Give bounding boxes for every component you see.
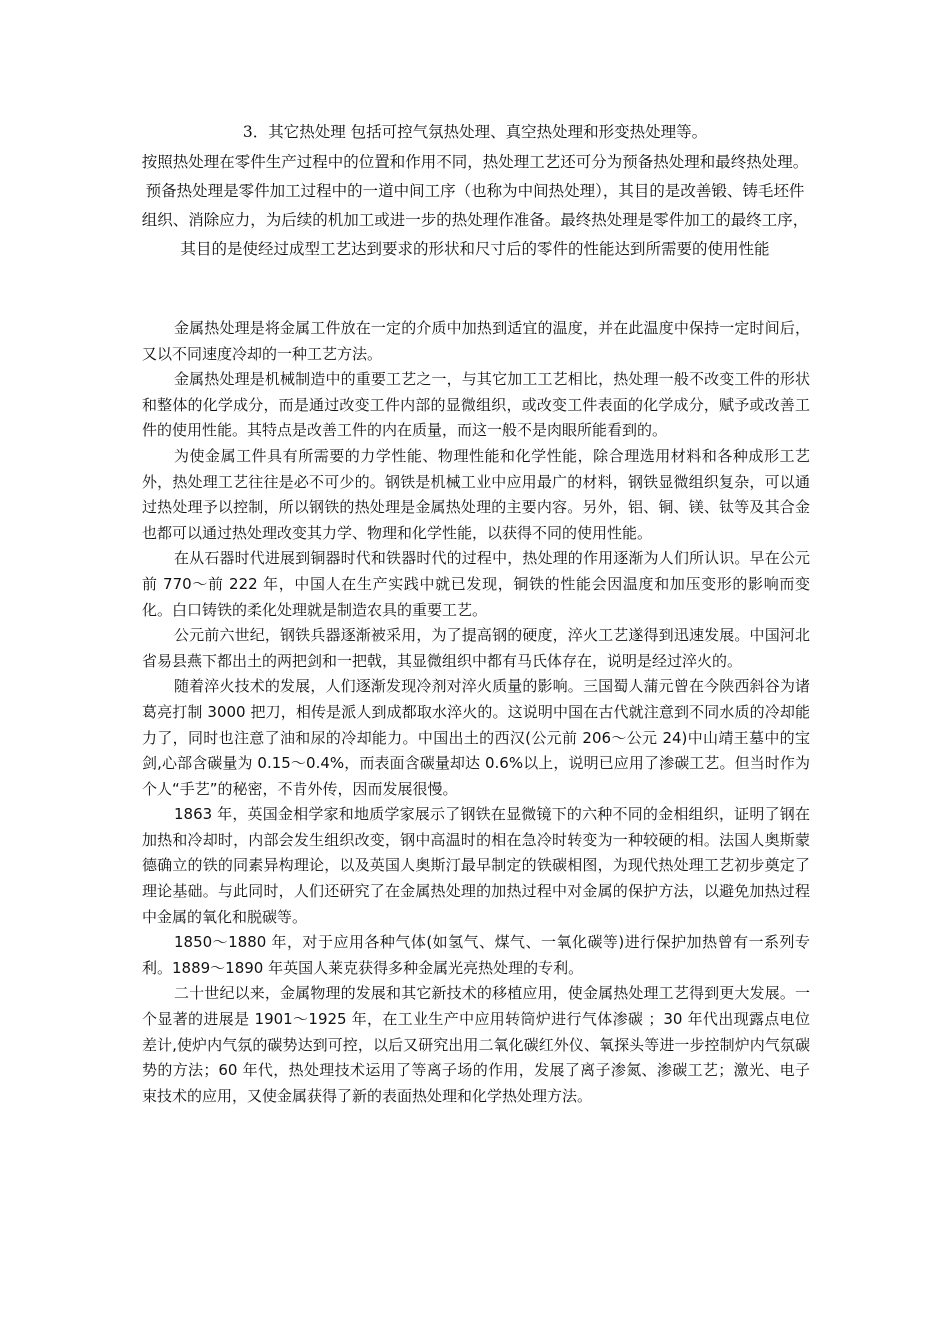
paragraph-1850-1880: 1850～1880 年，对于应用各种气体(如氢气、煤气、一氧化碳等)进行保护加热曾有一系列专利。1889～1890 年英国人莱克获得多种金属光亮热处理的专利。 (142, 933, 810, 977)
paragraph-history-ancient: 在从石器时代进展到铜器时代和铁器时代的过程中，热处理的作用逐渐为人们所认识。早在公元前 770～前 222 年，中国人在生产实践中就已发现，铜铁的性能会因温度和加压变形的影响而变化。白口铸铁的柔化处理就是制造农具的重要工艺。 (142, 549, 810, 619)
paragraph-definition: 金属热处理是将金属工件放在一定的介质中加热到适宜的温度，并在此温度中保持一定时间后，又以不同速度冷却的一种工艺方法。 (142, 319, 810, 363)
intro-section (140, 118, 810, 264)
body-text (142, 316, 810, 1109)
paragraph-twentieth-century: 二十世纪以来，金属物理的发展和其它新技术的移植应用，使金属热处理工艺得到更大发展。一个显著的进展是 1901～1925 年，在工业生产中应用转筒炉进行气体渗碳 ；30 年代出现露点电位差计,使炉内气氛的碳势达到可控，以后又研究出用二氧化碳红外仪、氧探头等进一步控制炉内气氛碳势的方法；60 年代，热处理技术运用了等离子场的作用，发展了离子渗氮、渗碳工艺；激光、电子束技术的应用，又使金属获得了新的表面热处理和化学热处理方法。 (142, 984, 810, 1105)
paragraph-coolants: 随着淬火技术的发展，人们逐渐发现冷剂对淬火质量的影响。三国蜀人蒲元曾在今陕西斜谷为诸葛亮打制 3000 把刀，相传是派人到成都取水淬火的。这说明中国在古代就注意到不同水质的冷却能力了，同时也注意了油和尿的冷却能力。中国出土的西汉(公元前 206～公元 24)中山靖王墓中的宝剑,心部含碳量为 0.15～0.4%，而表面含碳量却达 0.6%以上，说明已应用了渗碳工艺。但当时作为个人“手艺”的秘密，不肯外传，因而发展很慢。 (142, 677, 810, 798)
paragraph-materials: 为使金属工件具有所需要的力学性能、物理性能和化学性能，除合理选用材料和各种成形工艺外，热处理工艺往往是必不可少的。钢铁是机械工业中应用最广的材料，钢铁显微组织复杂，可以通过热处理予以控制，所以钢铁的热处理是金属热处理的主要内容。另外，铝、铜、镁、钛等及其合金也都可以通过热处理改变其力学、物理和化学性能，以获得不同的使用性能。 (142, 446, 810, 542)
paragraph-quenching: 公元前六世纪，钢铁兵器逐渐被采用，为了提高钢的硬度，淬火工艺遂得到迅速发展。中国河北省易县燕下都出土的两把剑和一把戟，其显微组织中都有马氏体存在，说明是经过淬火的。 (142, 626, 810, 670)
intro-heading-line: 3．其它热处理 包括可控气氛热处理、真空热处理和形变热处理等。 (242, 123, 708, 141)
paragraph-importance: 金属热处理是机械制造中的重要工艺之一，与其它加工工艺相比，热处理一般不改变工件的形状和整体的化学成分，而是通过改变工件内部的显微组织，或改变工件表面的化学成分，赋予或改善工件的使用性能。其特点是改善工件的内在质量，而这一般不是肉眼所能看到的。 (142, 370, 810, 440)
paragraph-1863: 1863 年，英国金相学家和地质学家展示了钢铁在显微镜下的六种不同的金相组织，证明了钢在加热和冷却时，内部会发生组织改变，钢中高温时的相在急冷时转变为一种较硬的相。法国人奥斯蒙德确立的铁的同素异构理论，以及英国人奥斯汀最早制定的铁碳相图，为现代热处理工艺初步奠定了理论基础。与此同时，人们还研究了在金属热处理的加热过程中对金属的保护方法，以避免加热过程中金属的氧化和脱碳等。 (142, 805, 810, 926)
intro-paragraph: 按照热处理在零件生产过程中的位置和作用不同，热处理工艺还可分为预备热处理和最终热处理。预备热处理是零件加工过程中的一道中间工序（也称为中间热处理），其目的是改善锻、铸毛坯件组织、消除应力，为后续的机加工或进一步的热处理作准备。最终热处理是零件加工的最终工序，其目的是使经过成型工艺达到要求的形状和尺寸后的零件的性能达到所需要的使用性能 (141, 153, 809, 258)
